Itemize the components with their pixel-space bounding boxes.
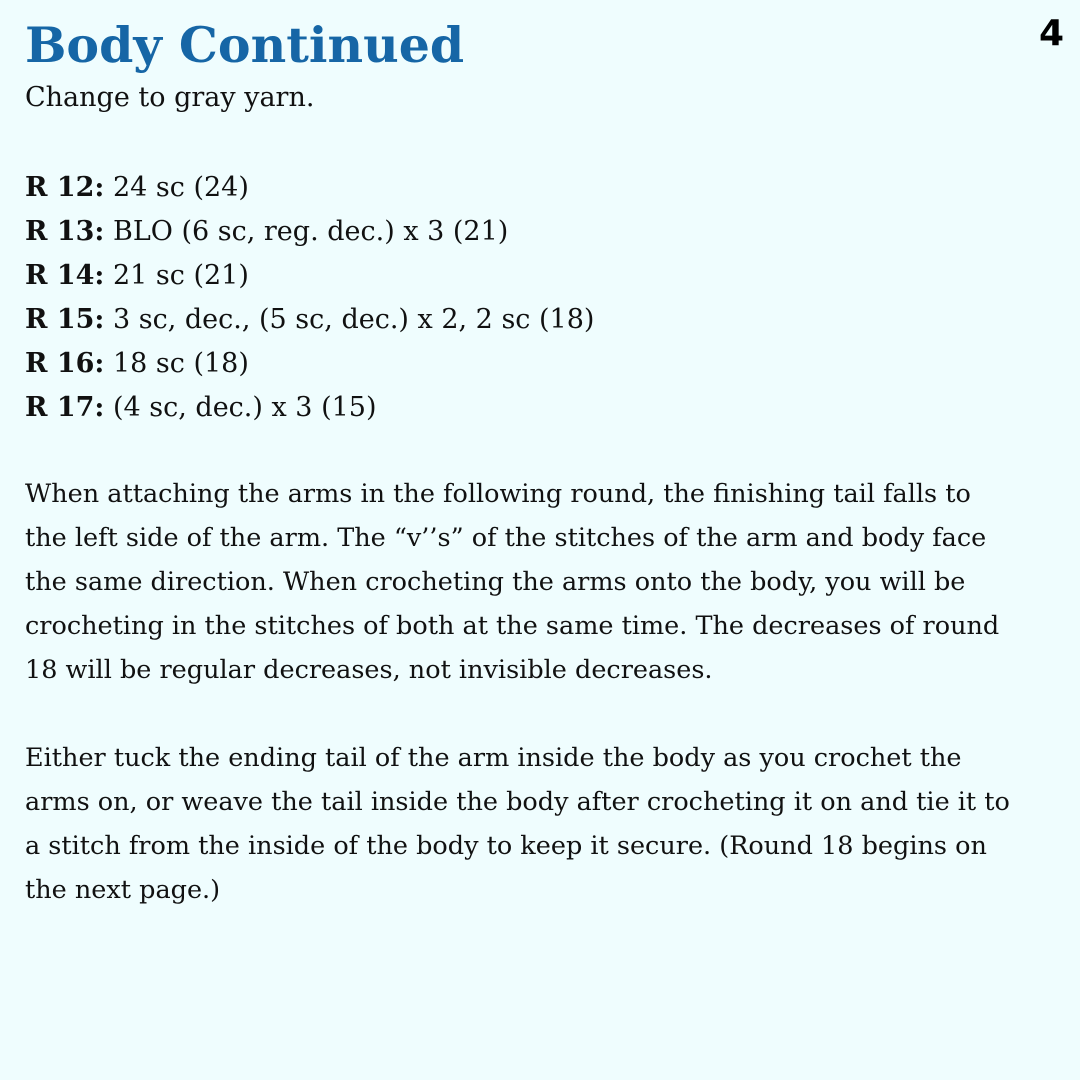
round-instructions: 21 sc (21) — [104, 260, 249, 291]
paragraph-line: arms on, or weave the tail inside the body after crocheting it on and tie it to — [25, 787, 1010, 817]
paragraph-line: Either tuck the ending tail of the arm inside the body as you crochet the — [25, 743, 962, 773]
round-label: R 17: — [25, 392, 105, 423]
round-label: R 15: — [25, 304, 105, 335]
round-row — [25, 342, 594, 386]
paragraph-line: the next page.) — [25, 875, 221, 905]
round-instructions: 18 sc (18) — [104, 348, 249, 379]
page-title: Body Continued — [25, 16, 465, 74]
paragraph-line: crocheting in the stitches of both at the same time. The decreases of round — [25, 611, 1000, 641]
paragraph-line: the left side of the arm. The “v’’s” of the stitches of the arm and body face — [25, 523, 987, 553]
round-row — [25, 386, 594, 430]
round-list — [25, 166, 594, 430]
intro-text: Change to gray yarn. — [25, 82, 315, 113]
round-instructions: (4 sc, dec.) x 3 (15) — [104, 392, 377, 423]
arm-attachment-paragraph — [25, 472, 1035, 692]
round-instructions: BLO (6 sc, reg. dec.) x 3 (21) — [104, 216, 509, 247]
paragraph-line: a stitch from the inside of the body to keep it secure. (Round 18 begins on — [25, 831, 987, 861]
paragraph-line: 18 will be regular decreases, not invisible decreases. — [25, 655, 713, 685]
round-row — [25, 210, 594, 254]
round-row — [25, 166, 594, 210]
round-instructions: 3 sc, dec., (5 sc, dec.) x 2, 2 sc (18) — [104, 304, 595, 335]
round-label: R 13: — [25, 216, 105, 247]
paragraph-line: When attaching the arms in the following round, the finishing tail falls to — [25, 479, 971, 509]
round-row — [25, 254, 594, 298]
round-row — [25, 298, 594, 342]
round-label: R 14: — [25, 260, 105, 291]
round-label: R 16: — [25, 348, 105, 379]
page-number: 4 — [1038, 13, 1064, 54]
round-instructions: 24 sc (24) — [104, 172, 249, 203]
tail-tuck-paragraph — [25, 736, 1035, 912]
round-label: R 12: — [25, 172, 105, 203]
paragraph-line: the same direction. When crocheting the arms onto the body, you will be — [25, 567, 966, 597]
